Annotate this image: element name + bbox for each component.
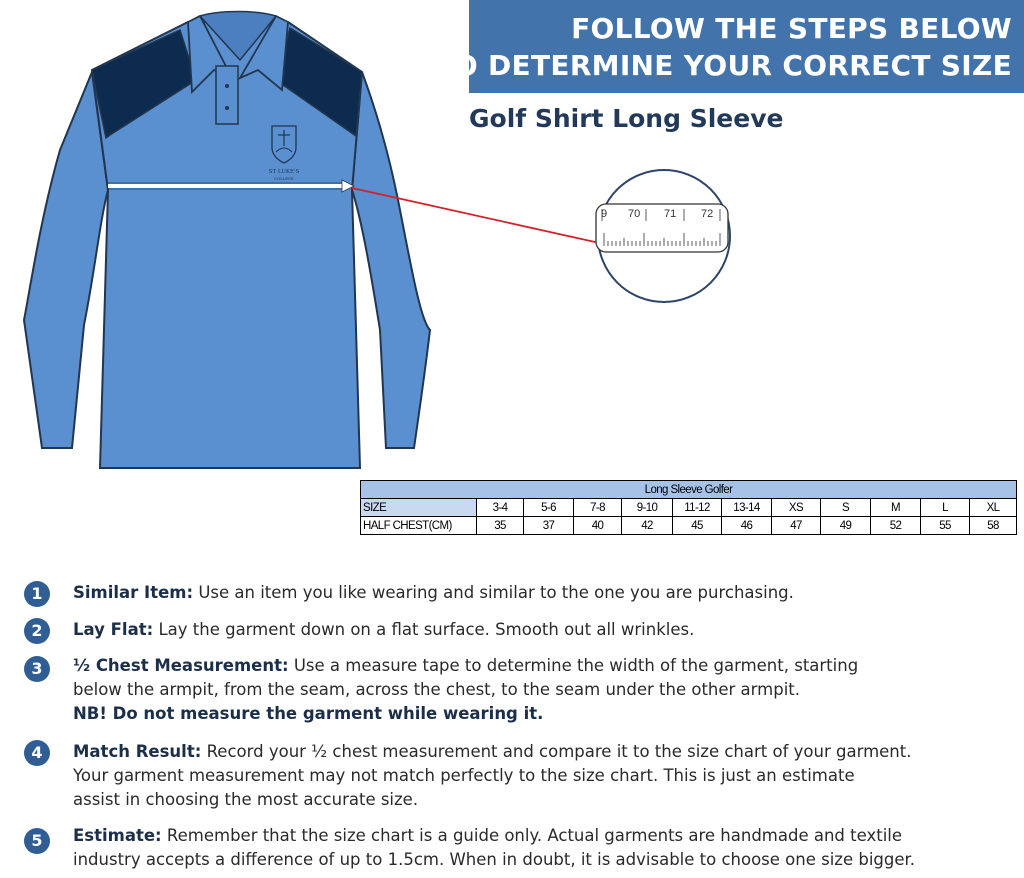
size-label: SIZE <box>361 499 477 517</box>
size-cell: XS <box>772 499 821 517</box>
step-text: Use a measure tape to determine the width of the garment, starting <box>293 656 859 675</box>
size-cell: 9-10 <box>622 499 673 517</box>
banner-line-1: FOLLOW THE STEPS BELOW <box>571 12 1012 45</box>
step-text: Record your ½ chest measurement and compare it to the size chart of your garment. <box>206 742 912 761</box>
size-cell: 7-8 <box>574 499 622 517</box>
half-chest-cell: 37 <box>524 517 574 535</box>
size-chart-title: Long Sleeve Golfer <box>361 481 1017 499</box>
half-chest-cell: 55 <box>921 517 970 535</box>
half-chest-label: HALF CHEST(CM) <box>361 517 477 535</box>
product-title: Golf Shirt Long Sleeve <box>469 104 784 133</box>
step-text: Use an item you like wearing and similar to the one you are purchasing. <box>198 583 794 602</box>
step-number-badge: 5 <box>24 828 50 854</box>
half-chest-row <box>361 517 1017 535</box>
size-cell: 5-6 <box>524 499 574 517</box>
size-cell: 13-14 <box>722 499 772 517</box>
tape-label-3: 71 <box>664 208 677 220</box>
size-cell: M <box>871 499 921 517</box>
step-number-badge: 1 <box>24 581 50 607</box>
size-chart-table <box>360 480 1017 535</box>
banner-line-2: TO DETERMINE YOUR CORRECT SIZE <box>434 49 1012 82</box>
half-chest-cell: 35 <box>477 517 524 535</box>
half-chest-cell: 40 <box>574 517 622 535</box>
step-title: ½ Chest Measurement: <box>73 656 289 675</box>
half-chest-cell: 42 <box>622 517 673 535</box>
step-title: Similar Item: <box>73 583 194 602</box>
size-chart <box>360 480 1017 535</box>
step-text: assist in choosing the most accurate size. <box>73 790 419 809</box>
step-title: Lay Flat: <box>73 620 154 639</box>
step-note: NB! Do not measure the garment while wearing it. <box>73 704 544 723</box>
size-cell: S <box>821 499 871 517</box>
step-title: Estimate: <box>73 826 162 845</box>
step-text: Remember that the size chart is a guide only. Actual garments are handmade and textile <box>166 826 903 845</box>
size-cell: L <box>921 499 970 517</box>
right-sleeve <box>352 72 430 448</box>
step-number-badge: 4 <box>24 740 50 766</box>
step-number-badge: 2 <box>24 618 50 644</box>
step-text: below the armpit, from the seam, across the chest, to the seam under the other armpit. <box>73 680 800 699</box>
size-cell: 11-12 <box>673 499 722 517</box>
step-text: Lay the garment down on a flat surface. Smooth out all wrinkles. <box>158 620 695 639</box>
step-title: Match Result: <box>73 742 202 761</box>
size-row <box>361 499 1017 517</box>
half-chest-cell: 45 <box>673 517 722 535</box>
step-text: Your garment measurement may not match perfectly to the size chart. This is just an estimate <box>73 766 855 785</box>
crest-text-1: ST LUKE'S <box>268 169 300 175</box>
step-number-badge: 3 <box>24 656 50 682</box>
size-cell: XL <box>970 499 1017 517</box>
half-chest-cell: 49 <box>821 517 871 535</box>
left-sleeve <box>24 72 108 448</box>
crest-text-2: COLLEGE <box>274 176 294 181</box>
placket <box>216 66 238 124</box>
half-chest-cell: 52 <box>871 517 921 535</box>
size-cell: 3-4 <box>477 499 524 517</box>
tape-label-2: 70 <box>628 208 641 220</box>
tape-label-1: 9 <box>601 208 608 220</box>
half-chest-cell: 47 <box>772 517 821 535</box>
tape-label-4: 72 <box>701 208 714 220</box>
half-chest-cell: 58 <box>970 517 1017 535</box>
step-text: industry accepts a difference of up to 1.5cm. When in doubt, it is advisable to choose one size bigger. <box>73 850 916 869</box>
half-chest-cell: 46 <box>722 517 772 535</box>
shirt-illustration <box>0 0 740 480</box>
